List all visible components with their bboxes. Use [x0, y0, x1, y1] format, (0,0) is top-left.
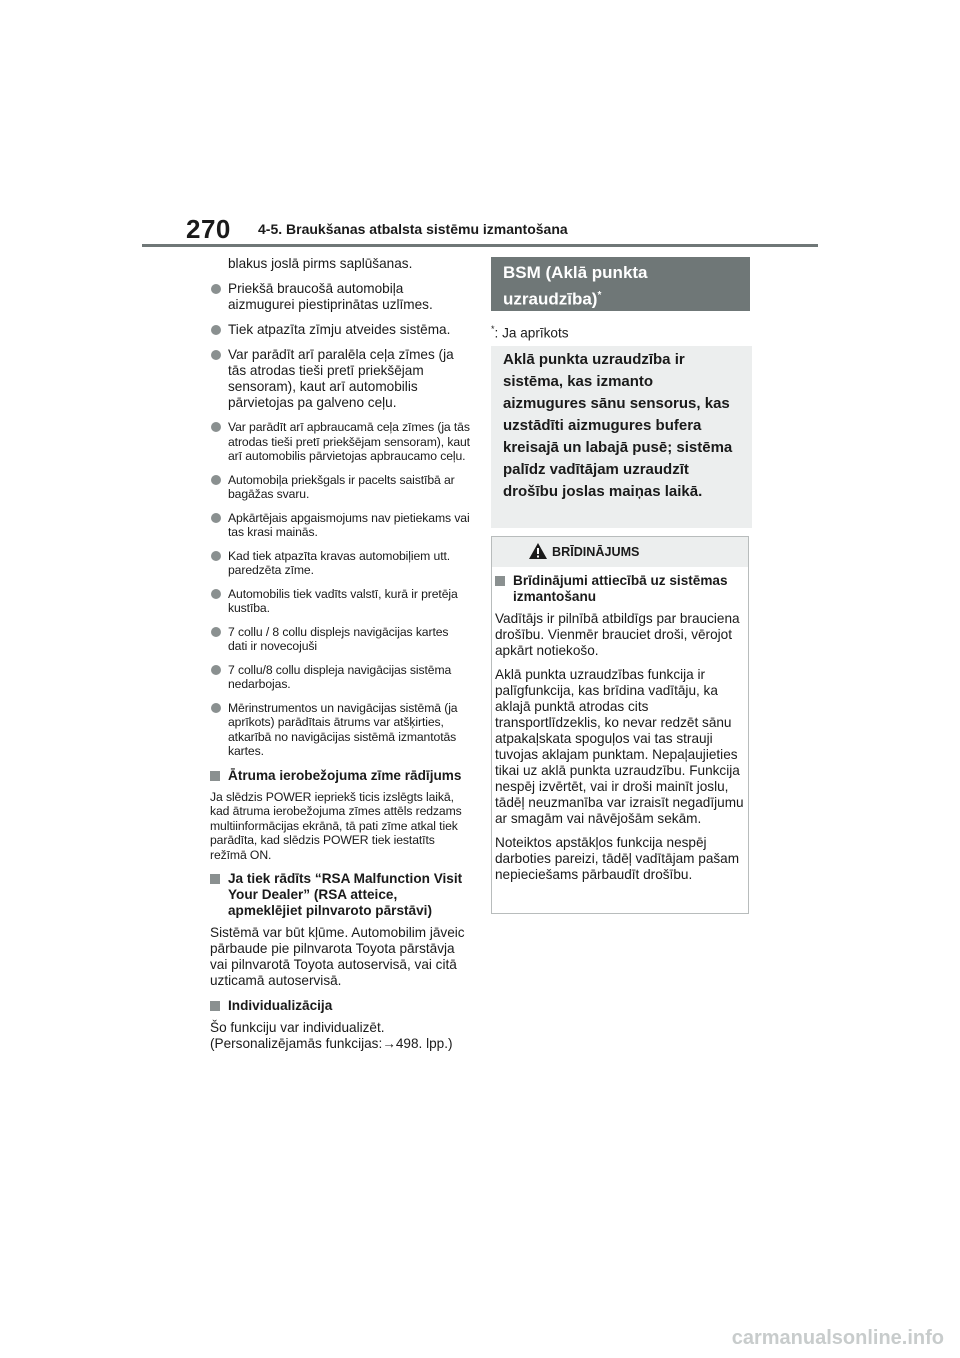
warning-icon: [528, 542, 548, 560]
bullet-icon: [211, 325, 221, 335]
warning-header: [492, 537, 748, 567]
list-item: 7 collu/8 collu displeja navigācijas sistēma nedarbojas.: [210, 663, 470, 692]
bullet-icon: [211, 627, 221, 637]
bullet-icon: [211, 703, 221, 713]
section-text: Ja slēdzis POWER iepriekš ticis izslēgts laikā, kad ātruma ierobežojuma zīmes attēls redzams multiinformācijas ekrānā, tā pati zīme atkal tiek parādīta, kad slēdzis POWER tiek iestatīts režīmā ON.: [210, 789, 462, 862]
square-bullet-icon: [495, 576, 505, 586]
list-item: Var parādīt arī paralēla ceļa zīmes (ja tās atrodas tieši pretī priekšējam sensoram), kaut arī automobilis pārvietojas pa galveno ceļu.: [210, 347, 470, 411]
section-banner: BSM (Aklā punkta uzraudzība)*: [491, 257, 750, 311]
bullet-icon: [211, 513, 221, 523]
list-item: 7 collu / 8 collu displejs navigācijas kartes dati ir novecojuši: [210, 625, 470, 654]
list-item: Priekšā braucošā automobiļa aizmugurei piestiprinātas uzlīmes.: [210, 281, 470, 313]
header-rule: [142, 244, 818, 247]
bullet-icon: [211, 475, 221, 485]
section-text: Sistēmā var būt kļūme. Automobilim jāveic pārbaude pie pilnvarota Toyota pārstāvja vai pilnvarotā Toyota autoservisā, vai citā uzticamā autoservisā.: [210, 925, 465, 988]
bullet-icon: [211, 589, 221, 599]
intro-box: Aklā punkta uzraudzība ir sistēma, kas izmanto aizmugures sānu sensorus, kas uzstādīti aizmugures bufera kreisajā un labajā pusē; sistēma palīdz vadītājam uzraudzīt drošību joslas maiņas laikā.: [491, 346, 752, 528]
bullet-icon: [211, 350, 221, 360]
footnote: *: Ja aprīkots: [491, 324, 569, 341]
left-column: [210, 256, 470, 1061]
list-item: Kad tiek atpazīta kravas automobiļiem utt. paredzēta zīme.: [210, 549, 470, 578]
bullet-icon: [211, 284, 221, 294]
header-title: 4-5. Braukšanas atbalsta sistēmu izmantošana: [258, 221, 568, 237]
warning-paragraph: Noteiktos apstākļos funkcija nespēj darboties pareizi, tādēļ vadītājam pašam nepieciešams pārbaudīt drošību.: [495, 835, 740, 882]
watermark: carmanualsonline.info: [731, 1327, 944, 1349]
list-item: Tiek atpazīta zīmju atveides sistēma.: [210, 322, 470, 338]
warning-paragraph: Vadītājs ir pilnībā atbildīgs par brauciena drošību. Vienmēr brauciet droši, vērojot apkārt notiekošo.: [495, 611, 740, 658]
warning-paragraph: Aklā punkta uzraudzības funkcija ir palīgfunkcija, kas brīdina vadītāju, ka aklajā punktā atrodas cits transportlīdzeklis, ko nevar redzēt sānu atpakaļskata spoguļos vai tas strauji tuvojas aklajam punktam. Nepaļaujieties tikai uz aklā punkta uzraudzību. Funkcija nespēj izvērtēt, vai ir droši mainīt joslu, tādēļ neuzmanība var izraisīt negadījumu ar smagām vai nāvējošām sekām.: [495, 667, 744, 826]
footnote-mark: *: [597, 290, 602, 301]
bullet-icon: [211, 422, 221, 432]
continued-text: blakus joslā pirms saplūšanas.: [228, 256, 413, 271]
list-item: Automobilis tiek vadīts valstī, kurā ir pretēja kustība.: [210, 587, 470, 616]
warning-subheading: Brīdinājumi attiecībā uz sistēmas izmantošanu: [495, 573, 744, 605]
page-number: 270: [186, 214, 231, 244]
section-heading: Individualizācija: [210, 998, 470, 1014]
square-bullet-icon: [210, 874, 220, 884]
section-text: Šo funkciju var individualizēt. (Personalizējamās funkcijas:→498. lpp.): [210, 1020, 453, 1051]
square-bullet-icon: [210, 1001, 220, 1011]
bullet-icon: [211, 551, 221, 561]
bullet-icon: [211, 665, 221, 675]
warning-box: [491, 536, 749, 914]
section-heading: Ja tiek rādīts “RSA Malfunction Visit Your Dealer” (RSA atteice, apmeklējiet pilnvaroto pārstāvi): [210, 871, 470, 919]
list-item: Automobiļa priekšgals ir pacelts saistībā ar bagāžas svaru.: [210, 473, 470, 502]
square-bullet-icon: [210, 771, 220, 781]
list-item: Var parādīt arī apbraucamā ceļa zīmes (ja tās atrodas tieši pretī priekšējam sensoram), kaut arī automobilis pārvietojas apbraucamo ceļu.: [210, 420, 470, 464]
warning-label: BRĪDINĀJUMS: [552, 545, 640, 559]
list-item: Mērinstrumentos un navigācijas sistēmā (ja aprīkots) parādītais ātrums var atšķirties, atkarībā no navigācijas sistēmā izmantotās kartes.: [210, 701, 470, 759]
warning-body: [492, 567, 748, 883]
list-item: Apkārtējais apgaismojums nav pietiekams vai tas krasi mainās.: [210, 511, 470, 540]
section-heading: Ātruma ierobežojuma zīme rādījums: [210, 768, 470, 784]
